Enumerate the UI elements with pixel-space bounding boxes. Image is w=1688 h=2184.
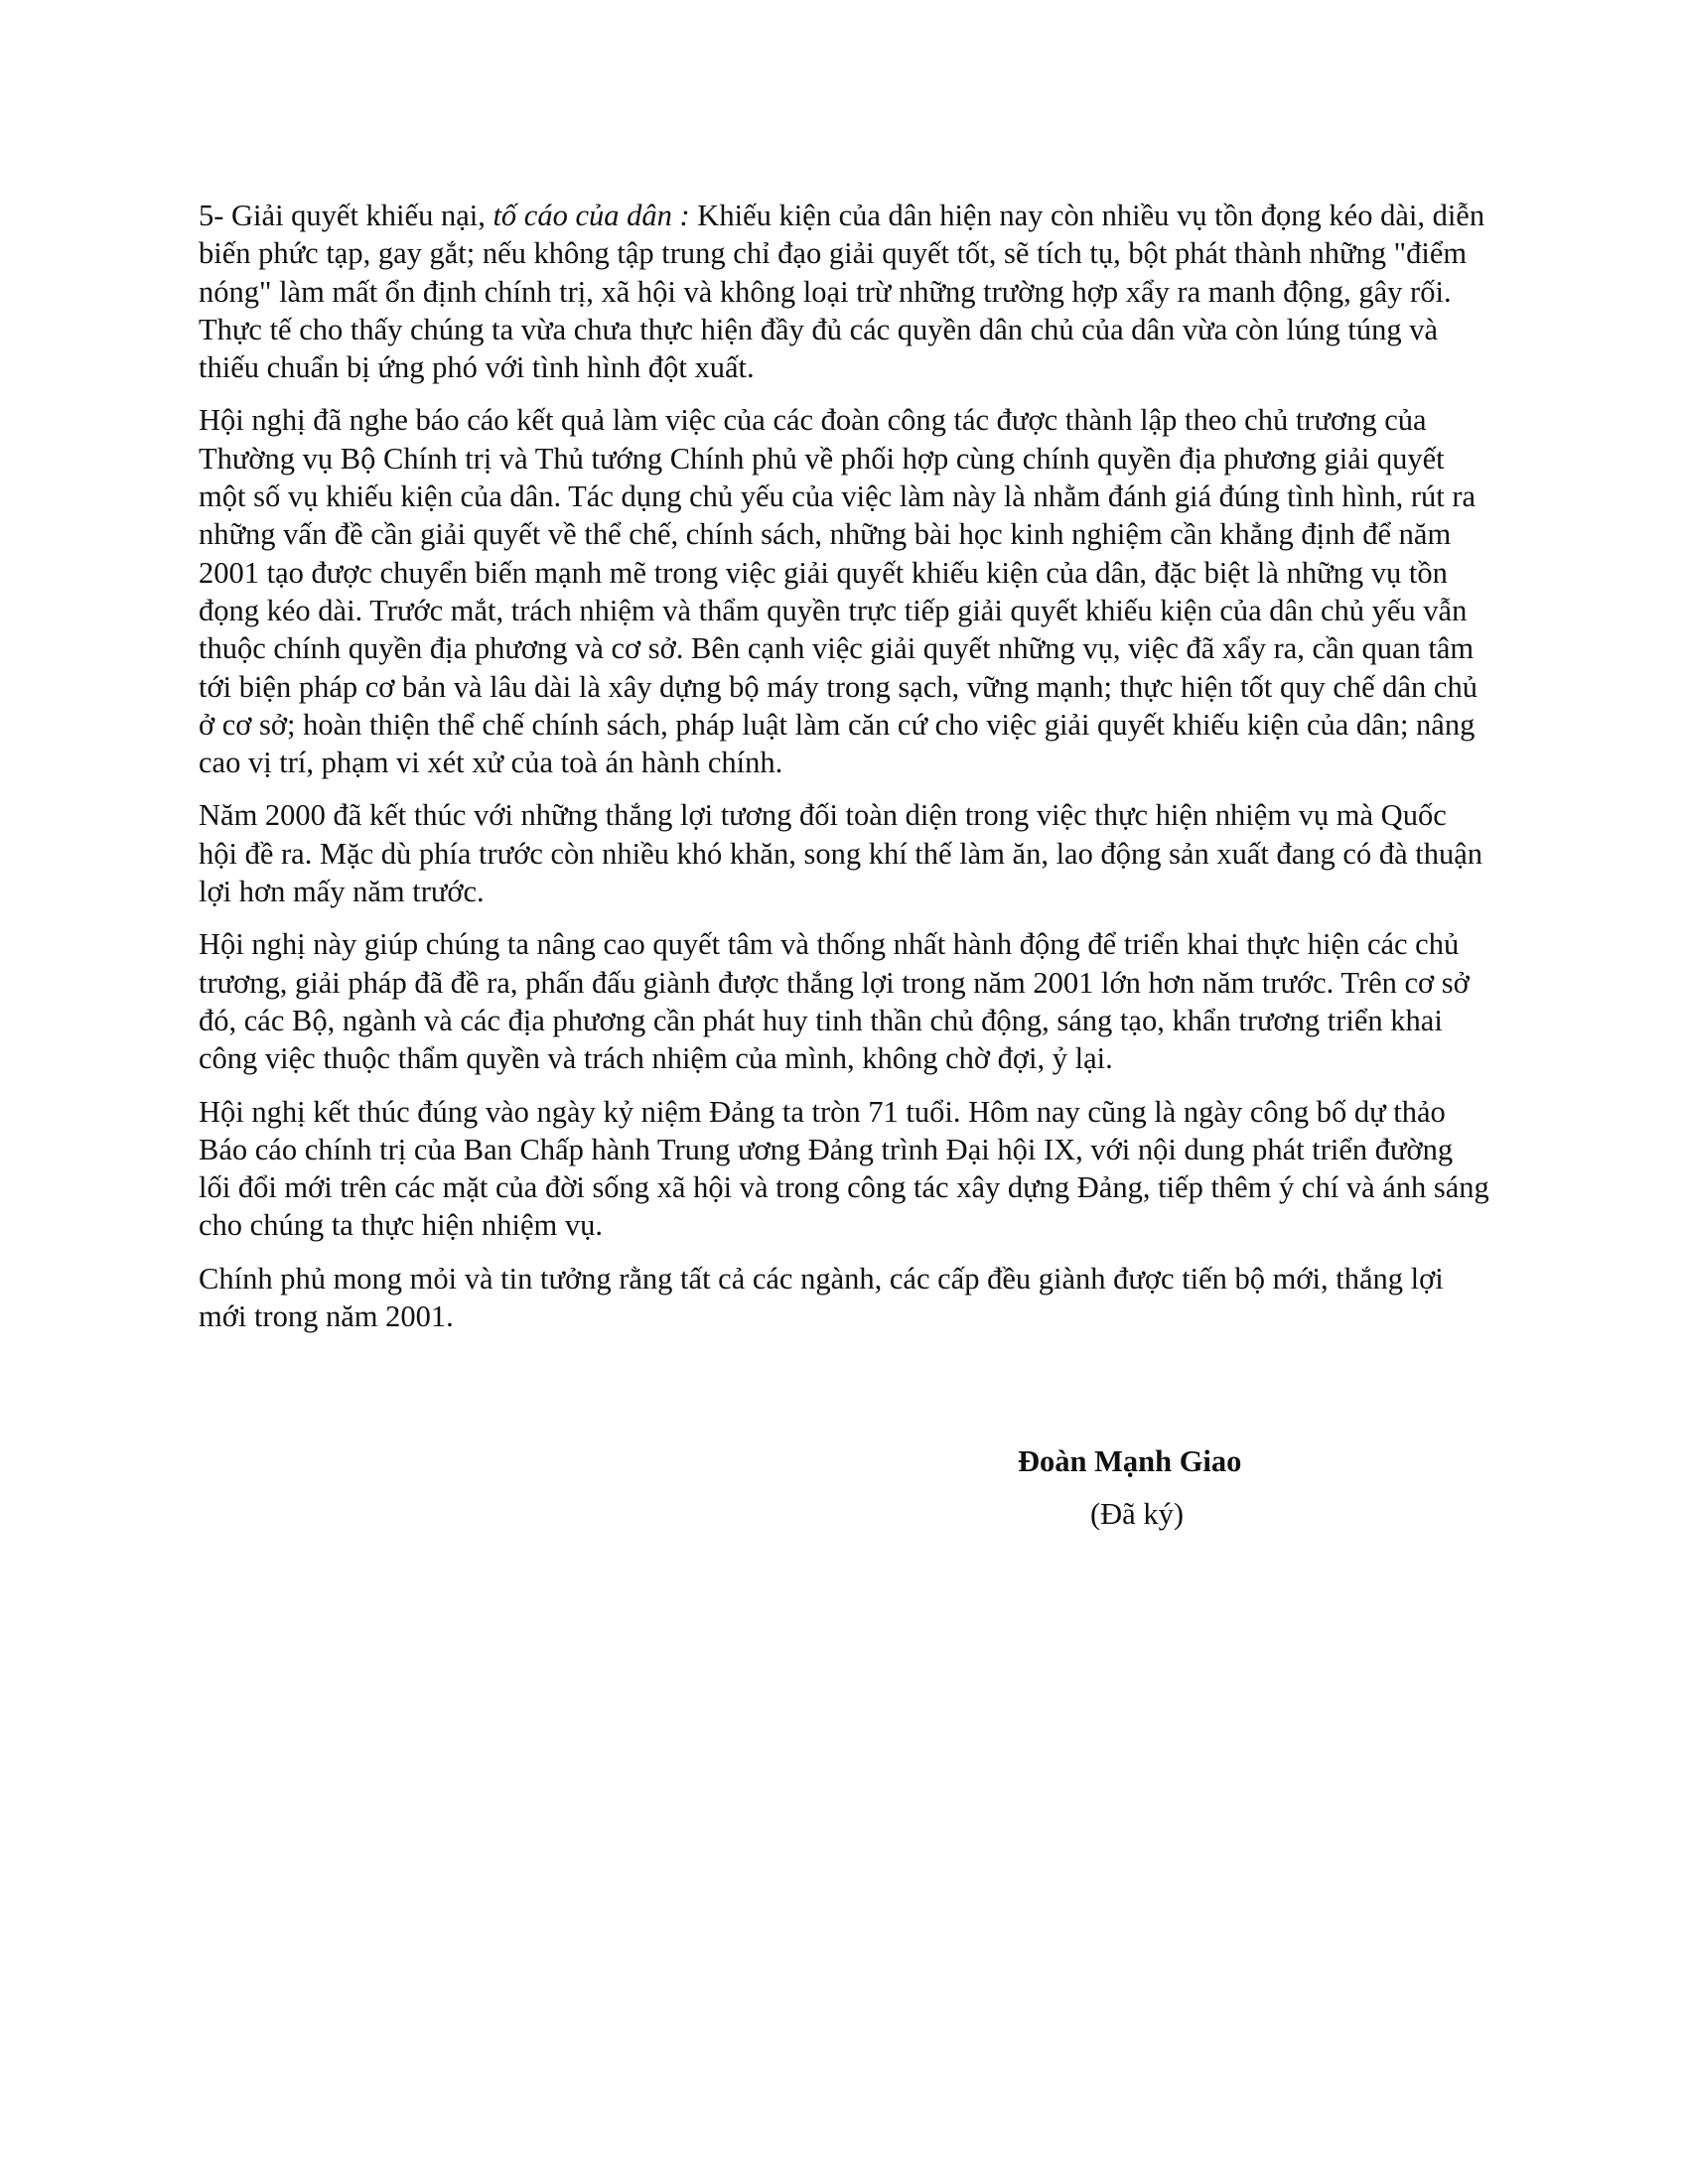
signature-status: (Đã ký): [1090, 1497, 1185, 1531]
paragraph-party-anniversary: Hội nghị kết thúc đúng vào ngày kỷ niệm Đảng ta tròn 71 tuổi. Hôm nay cũng là ngày công bố dự thảo Báo cáo chính trị của Ban Chấp hành Trung ương Đảng trình Đại hội IX, với nội dung phát triển đường lối đổi mới trên các mặt của đời sống xã hội và trong công tác xây dựng Đảng, tiếp thêm ý chí và ánh sáng cho chúng ta thực hiện nhiệm vụ.: [199, 1094, 1489, 1243]
paragraph-complaints-rest: Khiếu kiện của dân hiện nay còn nhiều vụ tồn đọng kéo dài, diễn biến phức tạp, gay gắt; nếu không tập trung chỉ đạo giải quyết tốt, sẽ tích tụ, bột phát thành những "điểm nóng" làm mất ổn định chính trị, xã hội và không loại trừ những trường hợp xẩy ra manh động, gây rối. Thực tế cho thấy chúng ta vừa chưa thực hiện đầy đủ các quyền dân chủ của dân vừa còn lúng túng và thiếu chuẩn bị ứng phó với tình hình đột xuất.: [199, 199, 1485, 385]
paragraph-working-groups: Hội nghị đã nghe báo cáo kết quả làm việc của các đoàn công tác được thành lập theo chủ trương của Thường vụ Bộ Chính trị và Thủ tướng Chính phủ về phối hợp cùng chính quyền địa phương giải quyết một số vụ khiếu kiện của dân. Tác dụng chủ yếu của việc làm này là nhằm đánh giá đúng tình hình, rút ra những vấn đề cần giải quyết về thể chế, chính sách, những bài học kinh nghiệm cần khẳng định để năm 2001 tạo được chuyển biến mạnh mẽ trong việc giải quyết khiếu kiện của dân, đặc biệt là những vụ tồn đọng kéo dài. Trước mắt, trách nhiệm và thẩm quyền trực tiếp giải quyết khiếu kiện của dân chủ yếu vẫn thuộc chính quyền địa phương và cơ sở. Bên cạnh việc giải quyết những vụ, việc đã xẩy ra, cần quan tâm tới biện pháp cơ bản và lâu dài là xây dựng bộ máy trong sạch, vững mạnh; thực hiện tốt quy chế dân chủ ở cơ sở; hoàn thiện thể chế chính sách, pháp luật làm căn cứ cho việc giải quyết khiếu kiện của dân; nâng cao vị trí, phạm vi xét xử của toà án hành chính.: [199, 403, 1477, 780]
paragraph-complaints: [199, 197, 1489, 386]
paragraph-government-hope: Chính phủ mong mỏi và tin tưởng rằng tất cả các ngành, các cấp đều giành được tiến bộ mới, thắng lợi mới trong năm 2001.: [199, 1261, 1444, 1334]
document-body: [199, 197, 1489, 1350]
paragraph-complaints-italic: tố cáo của dân :: [492, 199, 690, 232]
paragraph-year-2000: Năm 2000 đã kết thúc với những thắng lợi tương đối toàn diện trong việc thực hiện nhiệm vụ mà Quốc hội đề ra. Mặc dù phía trước còn nhiều khó khăn, song khí thế làm ăn, lao động sản xuất đang có đà thuận lợi hơn mấy năm trước.: [199, 798, 1483, 909]
signature-name: Đoàn Mạnh Giao: [1018, 1444, 1242, 1478]
paragraph-conference-resolve: Hội nghị này giúp chúng ta nâng cao quyết tâm và thống nhất hành động để triển khai thực hiện các chủ trương, giải pháp đã đề ra, phấn đấu giành được thắng lợi trong năm 2001 lớn hơn năm trước. Trên cơ sở đó, các Bộ, ngành và các địa phương cần phát huy tinh thần chủ động, sáng tạo, khẩn trương triển khai công việc thuộc thẩm quyền và trách nhiệm của mình, không chờ đợi, ỷ lại.: [199, 927, 1470, 1076]
paragraph-complaints-prefix: 5- Giải quyết khiếu nại,: [199, 199, 493, 232]
